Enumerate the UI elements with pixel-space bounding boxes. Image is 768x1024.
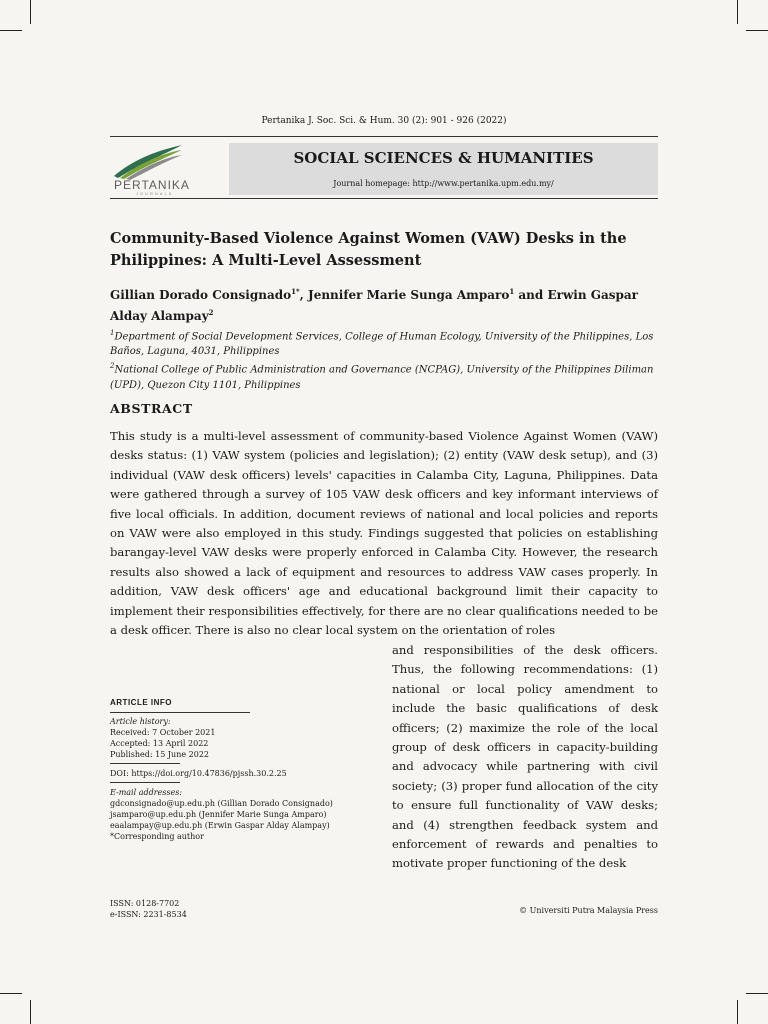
article-info-divider (110, 782, 180, 783)
header-rule-bottom (110, 198, 658, 199)
crop-mark-tr (737, 0, 738, 24)
logo-swoosh-icon (110, 142, 228, 182)
article-info-rule (110, 712, 250, 713)
author-affiliation-marker: 1 (509, 287, 515, 296)
crop-mark-tr-h (746, 30, 768, 31)
affiliations (110, 326, 658, 393)
abstract-body-continued: and responsibilities of the desk officers. Thus, the following recommendations: (1) national or local policy amendment to include the basic qualifications of desk officers; (2) maximize the role of the local group of desk officers in capacity-building and advocacy while partnering with civil society; (3) proper fund allocation of the city to ensure full functionality of VAW desks; and (4) strengthen feedback system and enforcement of rewards and penalties to motivate proper functioning of the desk (392, 643, 658, 871)
crop-mark-tl-h (0, 30, 22, 31)
abstract-body: This study is a multi-level assessment of community-based Violence Against Women (VAW) desks status: (1) VAW system (policies and legislation); (2) entity (VAW desk setup), and (3) individual (VAW desk officers) levels' capacities in Calamba City, Laguna, Philippines. Data were gathered through a survey of 105 VAW desk officers and key informant interviews of five local officials. In addition, document reviews of national and local policies and reports on VAW were also employed in this study. Findings suggested that policies on establishing barangay-level VAW desks were properly enforced in Calamba City. However, the research results also showed a lack of equipment and resources to address VAW cases properly. In addition, VAW desk officers' age and educational background limit their capacity to implement their responsibilities effectively, for there are no clear qualifications needed to be a desk officer. There is also no clear local system on the orientation of roles (110, 429, 658, 638)
author-separator: and (514, 288, 548, 302)
crop-mark-bl (30, 1000, 31, 1024)
accepted-date: Accepted: 13 April 2022 (110, 739, 209, 748)
article-info-divider (110, 763, 180, 764)
crop-mark-bl-h (0, 993, 22, 994)
publisher-copyright: © Universiti Putra Malaysia Press (519, 906, 658, 915)
author-affiliation-marker: 1* (291, 287, 300, 296)
crop-mark-br-h (746, 993, 768, 994)
affiliation-marker: 2 (110, 362, 115, 371)
affiliation-text: National College of Public Administration and Governance (NCPAG), University of the Philippines Diliman (UPD), Quezon City 1101, Philippines (110, 364, 654, 391)
abstract-heading: ABSTRACT (110, 401, 193, 416)
eissn: e-ISSN: 2231-8534 (110, 910, 187, 919)
crop-mark-tl (30, 0, 31, 24)
corresponding-author-note: *Corresponding author (110, 832, 204, 841)
author-list (110, 283, 658, 325)
email-address[interactable]: jsamparo@up.edu.ph (Jennifer Marie Sunga Amparo) (110, 810, 327, 819)
journal-homepage-link[interactable]: Journal homepage: http://www.pertanika.upm.edu.my/ (333, 179, 554, 188)
logo-wordmark: PERTANIKA (114, 178, 190, 192)
article-history-label: Article history: (110, 717, 171, 726)
issn: ISSN: 0128-7702 (110, 899, 180, 908)
article-title: Community-Based Violence Against Women (VAW) Desks in the Philippines: A Multi-Level Assessment (110, 230, 627, 269)
pertanika-logo (110, 142, 228, 196)
affiliation-text: Department of Social Development Services, College of Human Ecology, University of the Philippines, Los Baños, Laguna, 4031, Philippines (110, 331, 654, 358)
author-affiliation-marker: 2 (208, 308, 214, 317)
article-info-heading: ARTICLE INFO (110, 698, 172, 707)
author-name: Jennifer Marie Sunga Amparo (308, 288, 510, 302)
author-name: Gillian Dorado Consignado (110, 288, 292, 302)
journal-banner (229, 143, 658, 195)
journal-name: SOCIAL SCIENCES & HUMANITIES (293, 149, 594, 167)
header-rule-top (110, 136, 658, 137)
article-info (110, 697, 355, 842)
affiliation-item (110, 326, 658, 359)
issn-block (110, 898, 187, 920)
crop-mark-br (737, 1000, 738, 1024)
affiliation-item (110, 359, 658, 392)
doi-link[interactable]: DOI: https://doi.org/10.47836/pjssh.30.2.25 (110, 769, 287, 778)
author-name: Erwin Gaspar Alday Alampay (110, 288, 638, 323)
author-separator: , (299, 288, 309, 302)
affiliation-marker: 1 (110, 329, 115, 337)
email-label: E-mail addresses: (110, 788, 183, 797)
logo-subtitle: JOURNALS (136, 191, 174, 196)
email-address[interactable]: eaalampay@up.edu.ph (Erwin Gaspar Alday Alampay) (110, 821, 330, 830)
journal-citation: Pertanika J. Soc. Sci. & Hum. 30 (2): 901 - 926 (2022) (261, 116, 507, 126)
email-address[interactable]: gdconsignado@up.edu.ph (Gillian Dorado Consignado) (110, 799, 333, 808)
published-date: Published: 15 June 2022 (110, 750, 209, 759)
received-date: Received: 7 October 2021 (110, 728, 216, 737)
